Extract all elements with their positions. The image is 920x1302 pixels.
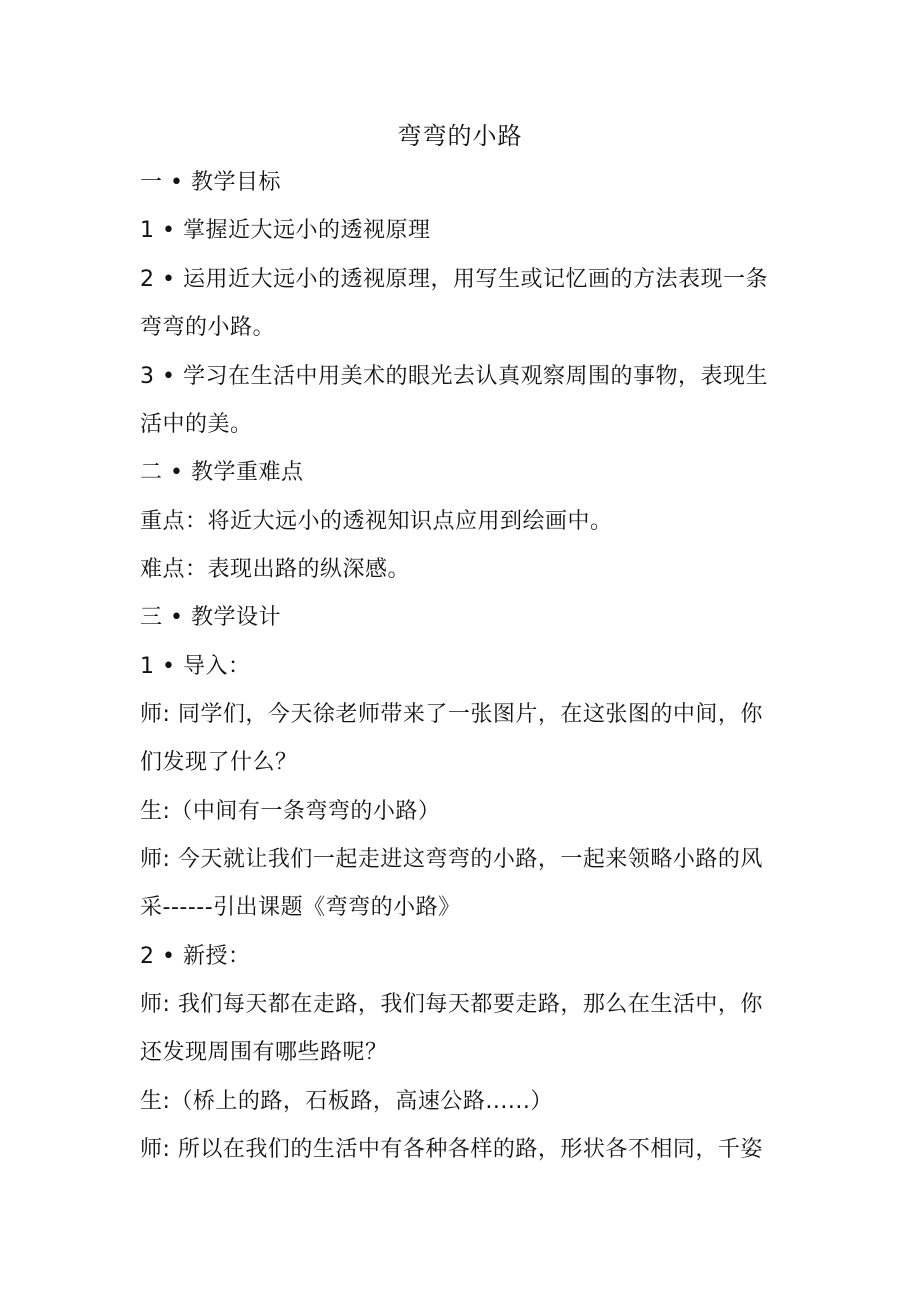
paragraph-line: 师: 所以在我们的生活中有各种各样的路，形状各不相同，千姿: [140, 1137, 763, 1162]
paragraph-line: 还发现周围有哪些路呢？: [140, 1040, 388, 1065]
paragraph-line: 3 • 学习在生活中用美术的眼光去认真观察周围的事物，表现生: [140, 364, 768, 389]
paragraph-line: 师: 同学们，今天徐老师带来了一张图片，在这张图的中间，你: [140, 702, 763, 727]
paragraph-line: 1 • 导入：: [140, 654, 251, 679]
paragraph-line: 活中的美。: [140, 412, 253, 437]
paragraph-line: 生:（中间有一条弯弯的小路）: [140, 799, 441, 824]
paragraph-line: 难点：表现出路的纵深感。: [140, 557, 411, 582]
paragraph-line: 弯弯的小路。: [140, 315, 276, 340]
section-heading: 三 • 教学设计: [140, 605, 281, 630]
paragraph-line: 采------引出课题《弯弯的小路》: [140, 895, 461, 920]
paragraph-line: 师: 我们每天都在走路，我们每天都要走路，那么在生活中，你: [140, 992, 763, 1017]
section-heading: 一 • 教学目标: [140, 170, 281, 195]
paragraph-line: 1 • 掌握近大远小的透视原理: [140, 218, 431, 243]
paragraph-line: 生:（桥上的路，石板路，高速公路......）: [140, 1089, 553, 1114]
paragraph-line: 们发现了什么？: [140, 750, 298, 775]
paragraph-line: 2 • 新授：: [140, 944, 251, 969]
document-title: 弯弯的小路: [397, 122, 523, 150]
section-heading: 二 • 教学重难点: [140, 460, 304, 485]
paragraph-line: 2 • 运用近大远小的透视原理，用写生或记忆画的方法表现一条: [140, 267, 768, 292]
paragraph-line: 师: 今天就让我们一起走进这弯弯的小路，一起来领略小路的风: [140, 847, 763, 872]
paragraph-line: 重点：将近大远小的透视知识点应用到绘画中。: [140, 509, 613, 534]
